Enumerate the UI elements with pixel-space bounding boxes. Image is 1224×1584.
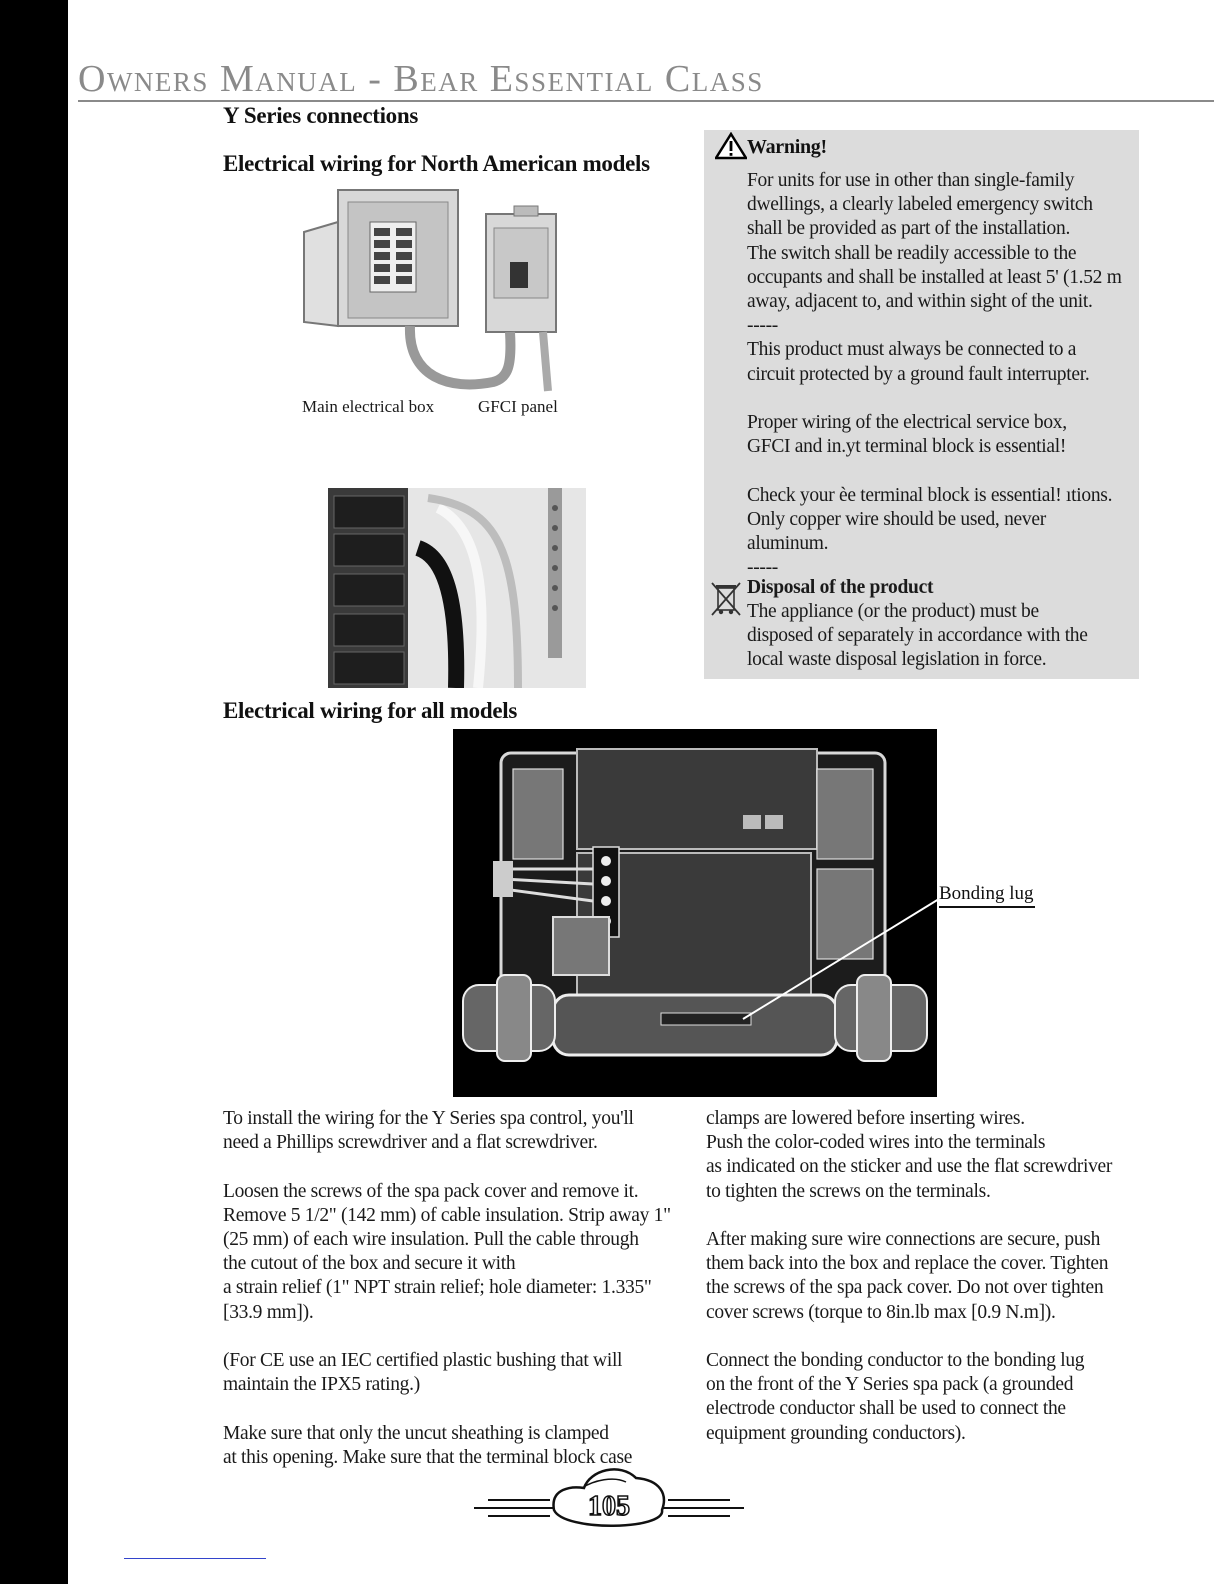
gfci-caption: GFCI panel: [478, 397, 558, 416]
body-left-column: To install the wiring for the Y Series spa control, you'll need a Phillips screwdriver and a flat screwdriver. Loosen the screws of the spa pack cover and remove it. Remove 5 1/2" (142 mm) of cable insulation. Strip away 1" (25 mm) of each wire insulation. Pull the cable through the cutout of the box and secure it with a strain relief (1" NPT strain relief; hole diameter: 1.335" [33.9 mm]). (For CE use an IEC certified plastic bushing that will maintain the IPX5 rating.) Make sure that only the uncut sheathing is clamped at this opening. Make sure that the terminal block case: [223, 1108, 671, 1468]
warning-text: For units for use in other than single-family dwellings, a clearly labeled emergency switch shall be provided as part of the installation. The switch shall be readily accessible to the occupants and shall be installed at least 5' (1.52 m away, adjacent to, and within sight of the unit. ----- This product must always be connected to a circuit protected by a ground fault interrupter. Proper wiring of the electrical service box, GFCI and in.yt terminal block is essential! Check your èe terminal block is essential! ıtions. Only copper wire should be used, never aluminum. -----: [747, 170, 1122, 579]
breaker-panel-figure: [328, 488, 586, 688]
weee-bin-icon: [709, 580, 743, 618]
all-wiring-heading: Electrical wiring for all models: [223, 698, 518, 723]
warning-title: Warning!: [747, 136, 827, 158]
section-title: Y Series connections: [223, 103, 419, 128]
warning-triangle-icon: [715, 132, 747, 160]
disposal-text: The appliance (or the product) must be disposed of separately in accordance with the local waste disposal legislation in force.: [747, 601, 1088, 671]
footer-underline: [124, 1558, 266, 1559]
manual-title: Owners Manual - Bear Essential Class: [78, 58, 764, 100]
spa-pack-figure: [453, 729, 937, 1097]
page-number: 105: [588, 1491, 630, 1522]
main-box-caption: Main electrical box: [302, 397, 435, 416]
body-right-column: clamps are lowered before inserting wires. Push the color-coded wires into the terminals as indicated on the sticker and use the flat screwdriver to tighten the screws on the terminals. After making sure wire connections are secure, push them back into the box and replace the cover. Tighten the screws of the spa pack cover. Do not over tighten cover screws (torque to 8in.lb max [0.9 N.m]). Connect the bonding conductor to the bonding lug on the front of the Y Series spa pack (a grounded electrode conductor shall be used to connect the equipment grounding conductors).: [706, 1108, 1113, 1444]
disposal-title: Disposal of the product: [747, 577, 934, 598]
na-wiring-heading: Electrical wiring for North American models: [223, 151, 650, 176]
service-box-figure: [298, 176, 578, 396]
bonding-lug-label: Bonding lug: [939, 882, 1035, 908]
header-rule: [78, 100, 1214, 102]
page-left-bar: [0, 0, 68, 1584]
